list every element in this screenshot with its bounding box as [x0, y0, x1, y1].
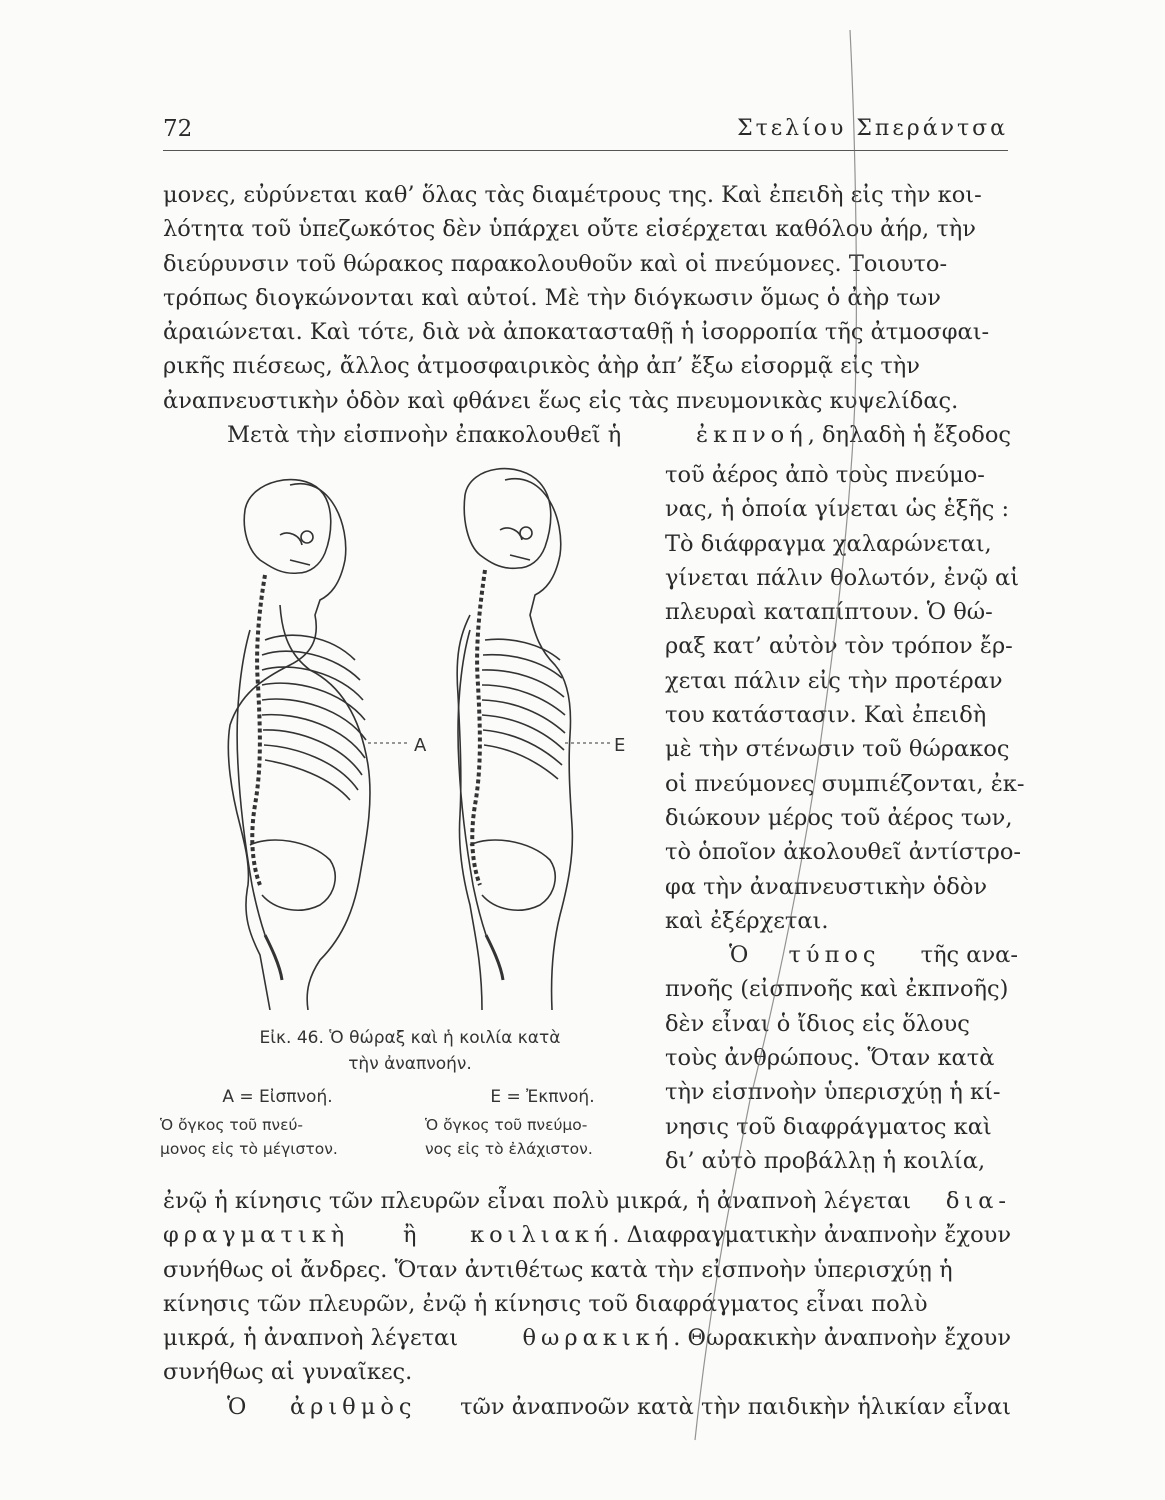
figure-caption [160, 1025, 660, 1161]
running-head: Στελίου Σπεράντσα [737, 116, 1008, 141]
text-line-type-intro: Ὁ τύπος τῆς ανα- [729, 942, 1018, 969]
paragraph-inhalation [163, 178, 1011, 452]
text-line: ἀραιώνεται. Καὶ τότε, διὰ νὰ ἀποκατασταθῇ ἡ ἰσορροπία τῆς ἀτμοσφαι- [163, 319, 990, 346]
column-text: τοῦ ἀέρος ἀπὸ τοὺς πνεύμο- νας, ἡ ὁποία γίνεται ὡς ἑξῆς : Τὸ διάφραγμα χαλαρώνεται, γίνεται πάλιν θολωτόν, ἐνῷ αἱ πλευραὶ καταπίπτουν. Ὁ θώ- ραξ κατ’ αὐτὸν τὸν τρόπον ἔρ- χεται πάλιν εἰς τὴν προτέραν του κατάστασιν. Καὶ ἐπειδὴ μὲ τὴν στένωσιν τοῦ θώρακος οἱ πνεύμονες συμπιέζονται, ἐκ- διώκουν μέρος τοῦ ἀέρος των, τὸ ὁποῖον ἀκολουθεῖ ἀντίστρο- φα τὴν ἀναπνευστικὴν ὁδὸν καὶ ἐξέρχεται. Ὁ τύπος τῆς ανα- πνοῆς (εἰσπνοῆς καὶ ἐκπνοῆς) δὲν εἶναι ὁ ἴδιος εἰς ὅλους τοὺς ἀνθρώπους. Ὅταν κατὰ τὴν εἰσπνοὴν ὑπερισχύῃ ἡ κί- νησις τοῦ διαφράγματος καὶ δι’ αὐτὸ προβάλλῃ ἡ κοιλία, [665, 462, 1025, 1174]
skeleton-figure [170, 465, 660, 1010]
skeleton-illustration [170, 465, 660, 1010]
text-line-exhalation-intro: Μετὰ τὴν εἰσπνοὴν ἐπακολουθεῖ ἡ ἐκπνοή, δηλαδὴ ἡ ἔξοδος [227, 422, 1011, 449]
text-line: ἀναπνευστικὴν ὁδὸν καὶ φθάνει ἕως εἰς τὰς πνευμονικὰς κυψελίδας. [163, 387, 959, 414]
caption-inhalation: A = Εἰσπνοή. Ὁ ὄγκος τοῦ πνεύ- μονος εἰς τὸ μέγιστον. [160, 1087, 338, 1158]
text-line: λότητα τοῦ ὑπεζωκότος δὲν ὑπάρχει οὔτε εἰσέρχεται καθόλου ἀήρ, τὴν [163, 216, 976, 243]
text-line: διεύρυνσιν τοῦ θώρακος παρακολουθοῦν καὶ οἱ πνεύμονες. Τοιουτο- [163, 250, 948, 277]
text-line: τρόπως διογκώνονται καὶ αὐτοί. Μὲ τὴν διόγκωσιν ὅμως ὁ ἀὴρ των [163, 284, 941, 311]
paragraph-breathing-types: ἐνῷ ἡ κίνησις τῶν πλευρῶν εἶναι πολὺ μικρά, ἡ ἀναπνοὴ λέγεται δια- φραγματικὴ ἢ κοιλιακή. Διαφραγματικὴν ἀναπνοὴν ἔχουν συνήθως οἱ ἄνδρες. Ὅταν ἀντιθέτως κατὰ τὴν εἰσπνοὴν ὑπερισχύῃ ἡ κίνησις τῶν πλευρῶν, ἐνῷ ἡ κίνησις τοῦ διαφράγματος εἶναι πολὺ μικρά, ἡ ἀναπνοὴ λέγεται θωρακική. Θωρακικὴν ἀναπνοὴν ἔχουν συνήθως αἱ γυναῖκες. Ὁ ἀριθμὸς τῶν ἀναπνοῶν κατὰ τὴν παιδικὴν ἡλικίαν εἶναι [163, 1188, 1011, 1420]
page-number: 72 [163, 116, 193, 142]
inhalation-silhouette [228, 480, 370, 1010]
exhalation-silhouette [457, 469, 572, 1010]
text-line: ρικῆς πιέσεως, ἄλλος ἀτμοσφαιρικὸς ἀὴρ ἀπ’ ἔξω εἰσορμᾷ εἰς τὴν [163, 353, 920, 380]
figure-label-a: A [414, 735, 427, 756]
caption-title: Εἰκ. 46. Ὁ θώραξ καὶ ἡ κοιλία κατὰ τὴν ἀναπνοήν. [259, 1028, 561, 1074]
caption-exhalation: E = Ἐκπνοή. Ὁ ὄγκος τοῦ πνεύμο- νος εἰς τὸ ἐλάχιστον. [425, 1087, 595, 1158]
figure-label-e: E [614, 735, 626, 756]
page-header [163, 110, 1008, 151]
text-line: μονες, εὐρύνεται καθ’ ὅλας τὰς διαμέτρους της. Καὶ ἐπειδὴ εἰς τὴν κοι- [163, 182, 982, 208]
